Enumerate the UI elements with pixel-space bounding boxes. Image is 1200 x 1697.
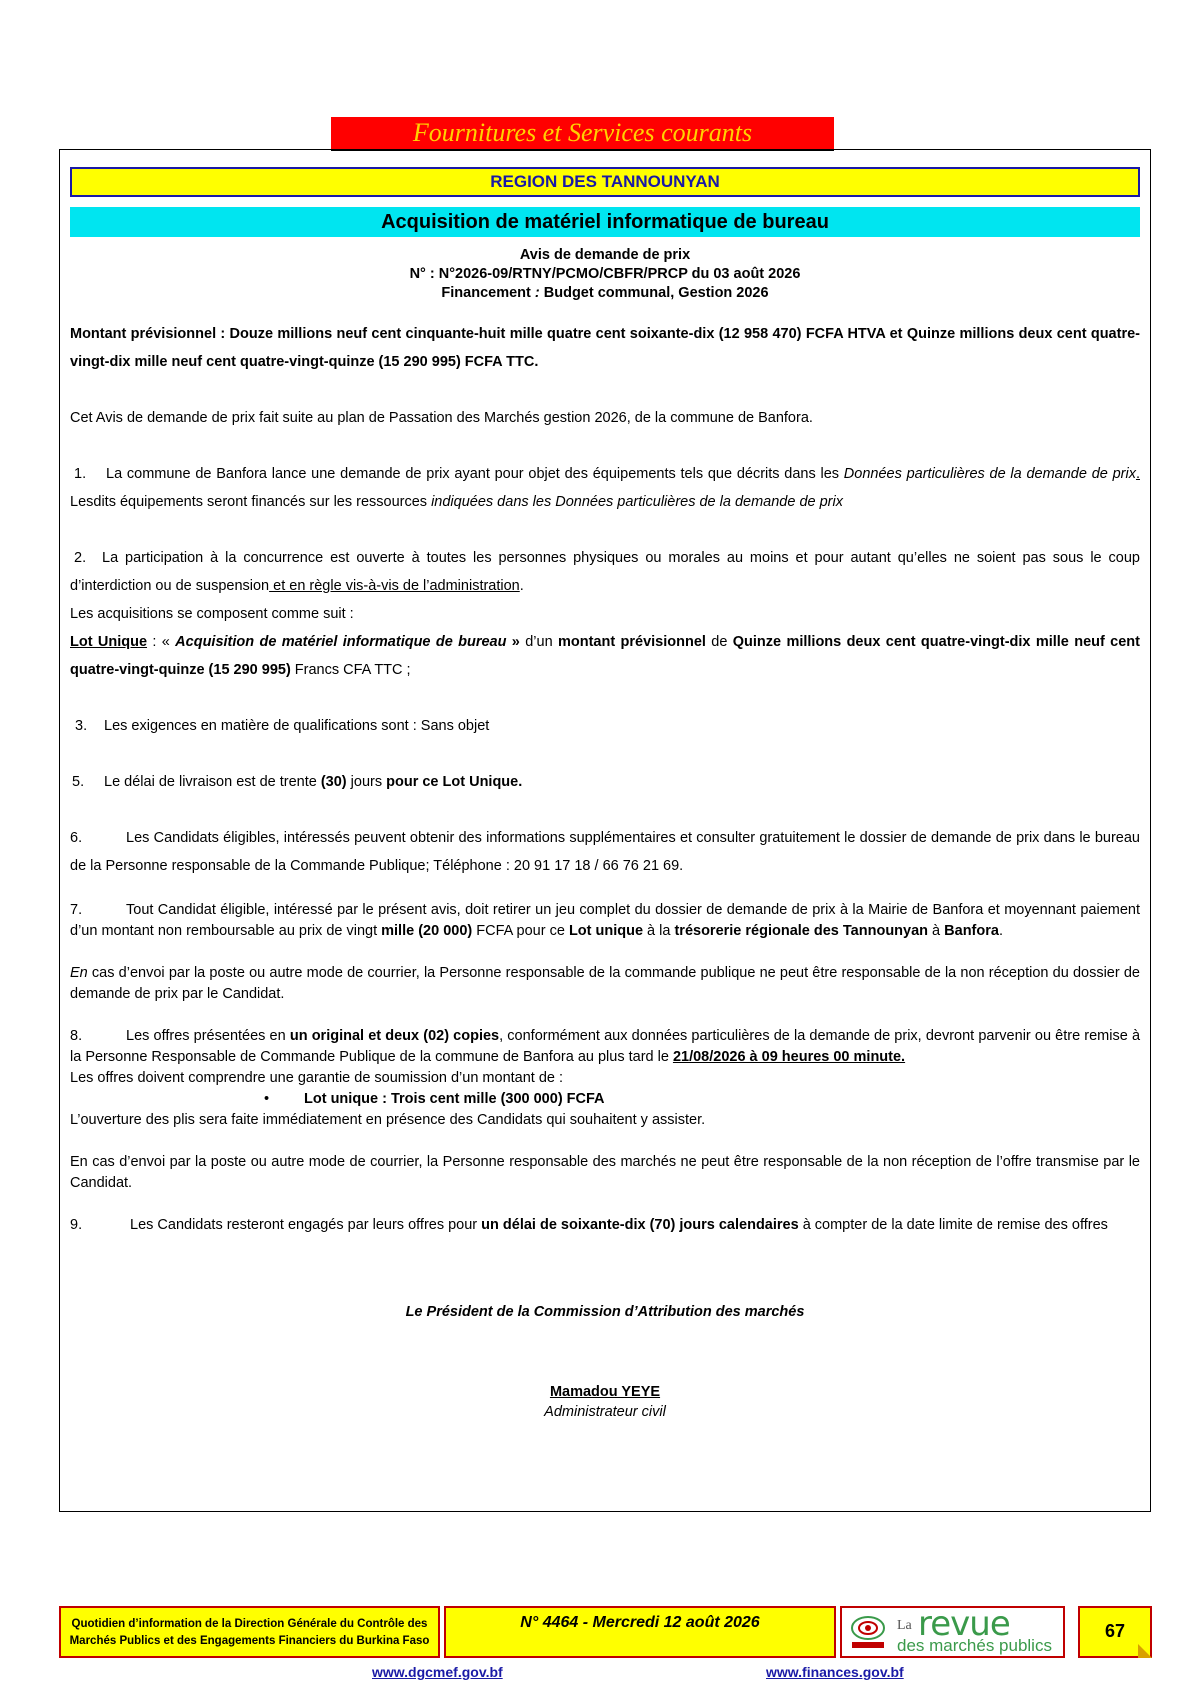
- paragraph-9-text-b: un délai de soixante-dix (70) jours calendaires: [481, 1217, 799, 1233]
- paragraph-9-text-c: à compter de la date limite de remise des offres: [798, 1217, 1108, 1233]
- paragraph-8-text-b: un original et deux (02) copies: [289, 1028, 500, 1044]
- financing-colon: :: [534, 285, 540, 301]
- page-number: [1078, 1606, 1152, 1658]
- paragraph-2: [70, 544, 1140, 600]
- publisher-line-2: Marchés Publics et des Engagements Financiers du Burkina Faso: [69, 1635, 430, 1647]
- paragraph-5-text-a: Le délai de livraison est de trente: [104, 774, 321, 790]
- paragraph-1-text-d: Lesdits équipements seront financés sur les ressources: [70, 494, 432, 510]
- postal-notice-1: [70, 963, 1140, 1005]
- lot-text-c: »: [506, 634, 520, 650]
- paragraph-7-text-g: à: [928, 923, 945, 939]
- page-number-text: 67: [1104, 1621, 1126, 1641]
- paragraph-5-text-c: jours: [346, 774, 387, 790]
- paragraph-5-text-b: (30): [320, 774, 347, 790]
- notice-financing: [70, 284, 1140, 303]
- financing-value: Budget communal, Gestion 2026: [539, 285, 769, 301]
- paragraph-9-text-a: Les Candidats resteront engagés par leurs offres pour: [130, 1217, 482, 1233]
- paragraph-7-text-i: .: [998, 923, 1003, 939]
- deadline-date: 21/08/2026 à 09 heures 00 minute.: [672, 1049, 906, 1065]
- issue-info: N° 4464 - Mercredi 12 août 2026: [444, 1606, 836, 1658]
- paragraph-7-text-a: Tout Candidat éligible, intéressé par le présent avis, doit retirer un jeu complet du dossier de demande de prix à la Mairie de Banfora et moyennant paiement d’un montant non remboursable au prix de vingt: [70, 902, 1140, 939]
- postal-notice-1-a: En: [70, 965, 88, 981]
- paragraph-1-text-a: La commune de Banfora lance une demande de prix ayant pour objet des équipements tels que décrits dans les: [106, 466, 844, 482]
- paragraph-6-number: 6.: [70, 830, 83, 846]
- notice-type: Avis de demande de prix: [519, 247, 691, 263]
- guarantee-item-text: Lot unique : Trois cent mille (300 000) FCFA: [304, 1091, 605, 1107]
- paragraph-2-text-b: et en règle vis-à-vis de l’administration: [269, 578, 520, 594]
- guarantee-item: [70, 1089, 1140, 1110]
- region-title: REGION DES TANNOUNYAN: [70, 167, 1140, 197]
- paragraph-8-text-c: , conformément aux données particulières de la demande de prix, devront parvenir ou être remise à la Personne Responsable de Commande Publique de la commune de Banfora au plus tard le: [70, 1028, 1141, 1065]
- paragraph-2-text-a: La participation à la concurrence est ouverte à toutes les personnes physiques ou morales au moins et pour autant qu’elles ne soient pas sous le coup d’interdiction ou de suspension: [70, 550, 1140, 594]
- logo-revue: revue: [918, 1604, 1010, 1644]
- paragraph-7-text-d: Lot unique: [568, 923, 644, 939]
- paragraph-3-text: Les exigences en matière de qualifications sont : Sans objet: [104, 718, 490, 734]
- signature-title: Le Président de la Commission d’Attribution des marchés: [405, 1304, 805, 1320]
- paragraph-7-text-c: FCFA pour ce: [472, 923, 569, 939]
- lot-text-f: de: [705, 634, 733, 650]
- paragraph-5: [70, 768, 1140, 796]
- signatory-role: Administrateur civil: [544, 1404, 666, 1420]
- paragraph-3: [70, 712, 1140, 740]
- paragraph-7-text-b: mille (20 000): [381, 923, 473, 939]
- signatory-name: Mamadou YEYE: [549, 1384, 661, 1400]
- paragraph-1: [70, 460, 1140, 516]
- logo-la: La: [897, 1618, 912, 1633]
- dgcmef-link[interactable]: www.dgcmef.gov.bf: [372, 1664, 503, 1680]
- lot-text-h: Francs CFA TTC ;: [290, 662, 411, 678]
- paragraph-1-text-b: Données particulières de la demande de prix: [843, 466, 1136, 482]
- financing-label: Financement: [441, 285, 535, 301]
- revue-logo: [840, 1606, 1065, 1658]
- lot-text-a: : «: [147, 634, 176, 650]
- paragraph-8-text-a: Les offres présentées en: [126, 1028, 290, 1044]
- paragraph-2-number: 2.: [74, 550, 87, 566]
- paragraph-7-text-h: Banfora: [944, 923, 999, 939]
- opening-notice: L’ouverture des plis sera faite immédiatement en présence des Candidats qui souhaitent y assister.: [70, 1112, 706, 1128]
- paragraph-8: [70, 1026, 1140, 1068]
- paragraph-9-number: 9.: [70, 1217, 83, 1233]
- intro-paragraph: Cet Avis de demande de prix fait suite au plan de Passation des Marchés gestion 2026, de la commune de Banfora.: [70, 410, 813, 426]
- paragraph-5-number: 5.: [72, 774, 85, 790]
- postal-notice-2: En cas d’envoi par la poste ou autre mode de courrier, la Personne responsable des marchés ne peut être responsable de la non réception de l’offre transmise par le Candidat.: [70, 1154, 1140, 1191]
- publisher-line-1: Quotidien d’information de la Direction Générale du Contrôle des: [71, 1618, 428, 1630]
- paragraph-9: [70, 1215, 1140, 1236]
- estimated-amount: Montant prévisionnel : Douze millions neuf cent cinquante-huit mille quatre cent soixante-dix (12 958 470) FCFA HTVA et Quinze millions deux cent quatre-vingt-dix mille neuf cent quatre-vingt-quinze (15 290 995) FCFA TTC.: [70, 326, 1140, 370]
- paragraph-8-number: 8.: [70, 1028, 83, 1044]
- postal-notice-1-b: cas d’envoi par la poste ou autre mode de courrier, la Personne responsable de la commande publique ne peut être responsable de la non réception du dossier de demande de prix par le Candidat.: [70, 965, 1140, 1002]
- lot-text-b: Acquisition de matériel informatique de bureau: [175, 634, 507, 650]
- paragraph-5-text-d: pour ce Lot Unique.: [386, 774, 523, 790]
- guarantee-intro: Les offres doivent comprendre une garantie de soumission d’un montant de :: [70, 1070, 564, 1086]
- page-fold-icon: [1138, 1644, 1152, 1658]
- paragraph-7-text-f: trésorerie régionale des Tannounyan: [674, 923, 929, 939]
- paragraph-6: [70, 824, 1140, 880]
- lot-text-e: montant prévisionnel: [557, 634, 706, 650]
- paragraph-7-number: 7.: [70, 902, 83, 918]
- acquisitions-intro: Les acquisitions se composent comme suit :: [70, 606, 354, 622]
- paragraph-6-text: Les Candidats éligibles, intéressés peuvent obtenir des informations supplémentaires et consulter gratuitement le dossier de demande de prix dans le bureau de la Personne responsable de la Commande Publique; Téléphone : 20 91 17 18 / 66 76 21 69.: [70, 830, 1140, 874]
- paragraph-7: [70, 900, 1140, 942]
- lot-unique: [70, 628, 1140, 684]
- subject-title: Acquisition de matériel informatique de bureau: [70, 207, 1140, 237]
- notice-number: N° : N°2026-09/RTNY/PCMO/CBFR/PRCP du 03 août 2026: [409, 266, 801, 282]
- paragraph-7-text-e: à la: [643, 923, 675, 939]
- lot-text-g: Quinze millions deux cent quatre-vingt-dix mille neuf cent quatre-vingt-quinze (15 290 995): [70, 634, 1140, 678]
- paragraph-2-text-c: .: [519, 578, 524, 594]
- paragraph-1-text-c: .: [1135, 466, 1140, 482]
- logo-subtitle: des marchés publics: [897, 1636, 1052, 1655]
- publisher-info: [59, 1606, 440, 1658]
- bullet-icon: •: [264, 1091, 270, 1107]
- lot-label: Lot Unique: [70, 634, 148, 650]
- notice-header: [70, 246, 1140, 303]
- paragraph-1-text-e: indiquées dans les Données particulières de la demande de prix: [431, 494, 843, 510]
- paragraph-3-number: 3.: [75, 718, 88, 734]
- paragraph-1-number: 1.: [74, 466, 87, 482]
- finances-link[interactable]: www.finances.gov.bf: [766, 1664, 904, 1680]
- lot-text-d: d’un: [519, 634, 558, 650]
- section-banner: Fournitures et Services courants: [331, 117, 834, 151]
- notice-body: [70, 320, 1140, 1422]
- dgcmef-emblem-icon: [848, 1614, 888, 1652]
